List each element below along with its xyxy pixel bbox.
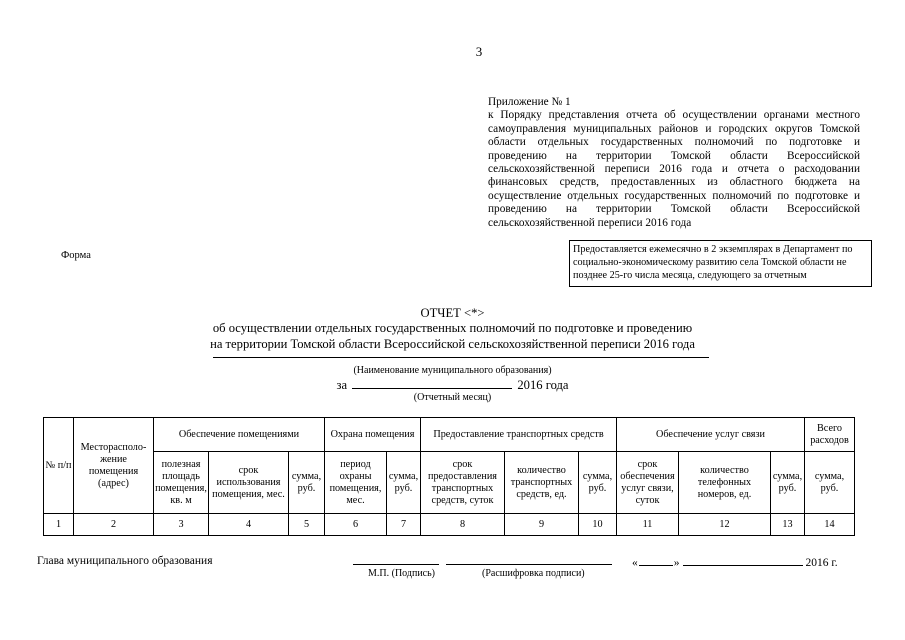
signature-decoding-line[interactable] bbox=[446, 564, 612, 565]
form-label: Форма bbox=[61, 250, 91, 261]
column-number: 14 bbox=[805, 514, 855, 536]
header-sum-premises: сумма, руб. bbox=[289, 452, 325, 514]
head-of-municipality-label: Глава муниципального образования bbox=[37, 555, 213, 567]
column-number: 13 bbox=[771, 514, 805, 536]
column-number: 12 bbox=[679, 514, 771, 536]
page-number: 3 bbox=[475, 44, 483, 59]
header-sum-communication: сумма, руб. bbox=[771, 452, 805, 514]
column-number: 11 bbox=[617, 514, 679, 536]
mp-signature-caption: М.П. (Подпись) bbox=[368, 568, 435, 579]
header-group-security: Охрана помещения bbox=[325, 418, 421, 452]
period-prefix: за bbox=[336, 378, 348, 392]
annex-text: к Порядку представления отчета об осуществлении органами местного самоуправления муниципальных районов и городских округов Томской области отдельных государственных полномочий по подготовке и проведению на территории Томской области Всероссийской сельскохозяйственной переписи 2016 года и отчета о расходовании финансовых средств, предоставленных из областного бюджета на осуществление отдельных государственных полномочий по подготовке и проведению на территории Томской области Всероссийской сельскохозяйственной переписи 2016 года bbox=[488, 109, 860, 229]
date-year: 2016 г. bbox=[805, 557, 838, 569]
header-use-term: срок использования помещения, мес. bbox=[209, 452, 289, 514]
header-transport-term: срок предоставления транспортных средств, суток bbox=[421, 452, 505, 514]
column-number: 7 bbox=[387, 514, 421, 536]
header-comm-term: срок обеспечения услуг связи, суток bbox=[617, 452, 679, 514]
header-area: полезная площадь помещения, кв. м bbox=[154, 452, 209, 514]
report-title-block bbox=[0, 306, 905, 352]
report-subtitle-line-1: об осуществлении отдельных государственных полномочий по подготовке и проведению bbox=[212, 321, 693, 336]
reporting-period-line bbox=[0, 376, 905, 393]
column-number: 10 bbox=[579, 514, 617, 536]
header-transport-count: количество транспортных средств, ед. bbox=[505, 452, 579, 514]
quote-close: » bbox=[673, 557, 680, 569]
municipality-caption: (Наименование муниципального образования) bbox=[353, 365, 552, 376]
submission-note-box: Предоставляется ежемесячно в 2 экземплярах в Департамент по социально-экономическому развитию села Томской области не позднее 25-го числа месяца, следующего за отчетным bbox=[569, 240, 872, 287]
column-number: 9 bbox=[505, 514, 579, 536]
column-numbers-row bbox=[44, 514, 855, 536]
signature-line[interactable] bbox=[353, 564, 439, 565]
annex-block bbox=[488, 96, 860, 230]
month-field[interactable] bbox=[683, 553, 803, 566]
header-location: Месторасполо-жение помещения (адрес) bbox=[74, 418, 154, 514]
header-phone-count: количество телефонных номеров, ед. bbox=[679, 452, 771, 514]
day-field[interactable] bbox=[639, 553, 673, 566]
header-group-transport: Предоставление транспортных средств bbox=[421, 418, 617, 452]
annex-title: Приложение № 1 bbox=[488, 96, 571, 108]
column-number: 3 bbox=[154, 514, 209, 536]
header-group-premises: Обеспечение помещениями bbox=[154, 418, 325, 452]
column-number: 1 bbox=[44, 514, 74, 536]
report-title: ОТЧЕТ <*> bbox=[420, 306, 485, 320]
header-sum-security: сумма, руб. bbox=[387, 452, 421, 514]
header-group-communication: Обеспечение услуг связи bbox=[617, 418, 805, 452]
report-table bbox=[43, 417, 855, 536]
column-number: 6 bbox=[325, 514, 387, 536]
date-block bbox=[632, 553, 838, 569]
period-suffix: 2016 года bbox=[517, 378, 569, 392]
column-number: 2 bbox=[74, 514, 154, 536]
column-number: 5 bbox=[289, 514, 325, 536]
header-sum-transport: сумма, руб. bbox=[579, 452, 617, 514]
period-caption: (Отчетный месяц) bbox=[413, 392, 492, 403]
header-row-number: № п/п bbox=[44, 418, 74, 514]
column-number: 8 bbox=[421, 514, 505, 536]
header-group-total: Всего расходов bbox=[805, 418, 855, 452]
municipality-name-line[interactable] bbox=[213, 357, 709, 358]
decoding-caption: (Расшифровка подписи) bbox=[482, 568, 585, 579]
report-subtitle-line-2: на территории Томской области Всероссийской сельскохозяйственной переписи 2016 года bbox=[210, 336, 695, 351]
column-number: 4 bbox=[209, 514, 289, 536]
quote-open: « bbox=[632, 557, 638, 569]
header-sum-total: сумма, руб. bbox=[805, 452, 855, 514]
header-guard-term: период охраны помещения, мес. bbox=[325, 452, 387, 514]
reporting-month-field[interactable] bbox=[352, 376, 512, 389]
